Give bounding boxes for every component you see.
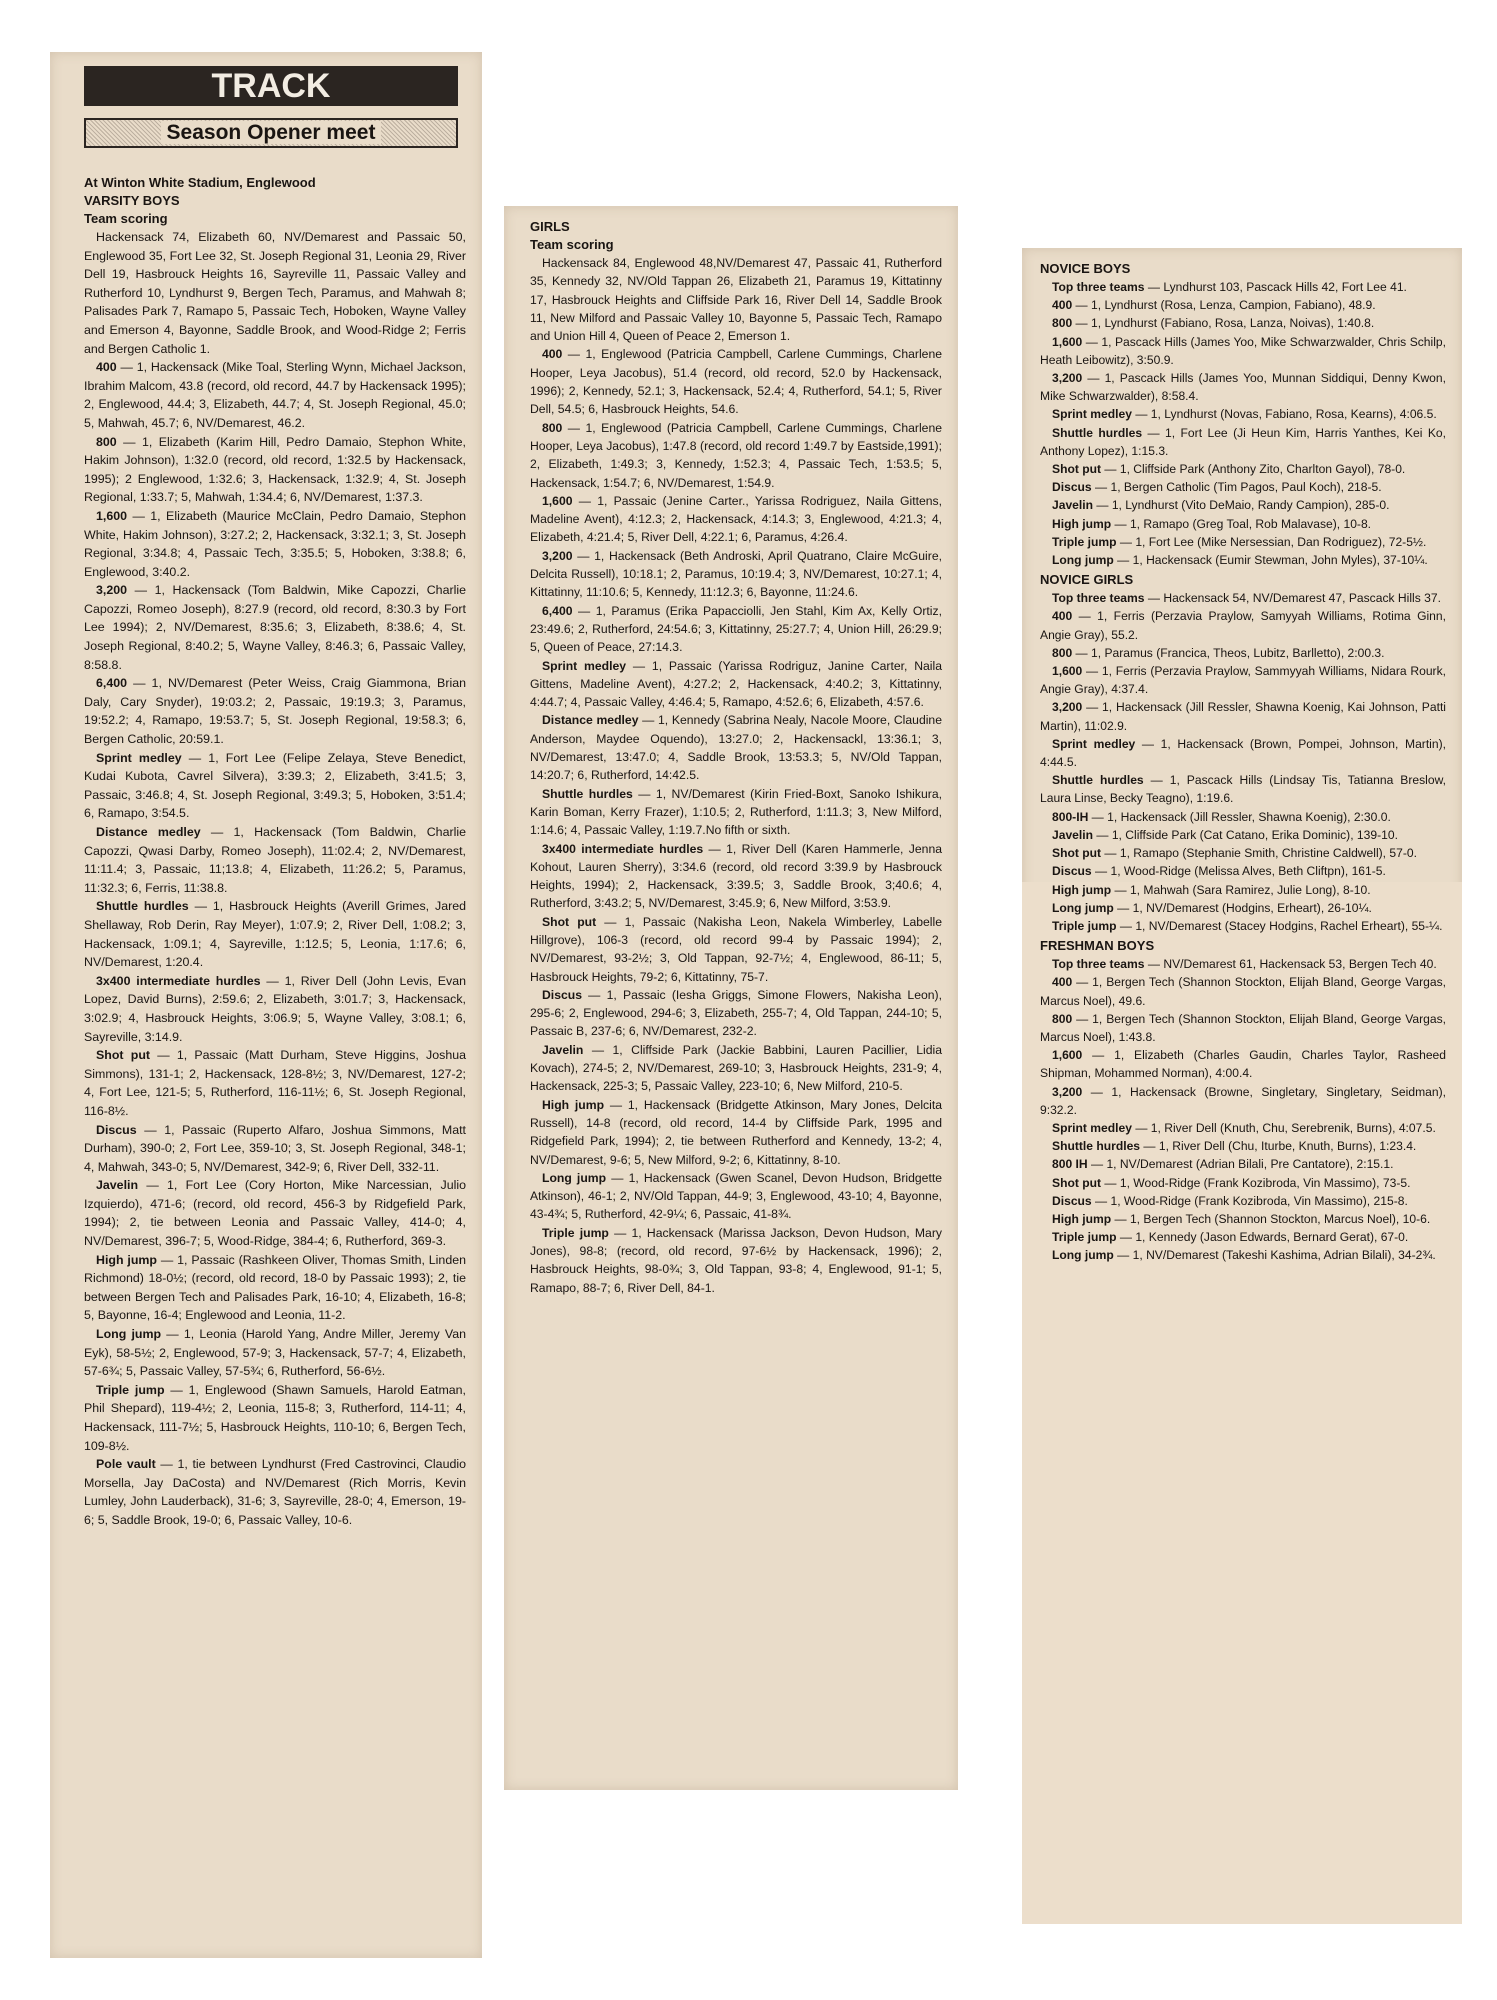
event-text: — 1, Passaic (Matt Durham, Steve Higgins, Joshua Simmons), 131-1; 2, Hackensack, 128-8½; 3, NV/Demarest, 127-2; 4, Fort Lee, 121-5; 5, Rutherford, 116-11½; 6, St. Joseph Regional, 116-8½.: [84, 1048, 466, 1118]
event-name: High jump: [1052, 516, 1112, 531]
event-result: [84, 897, 466, 971]
event-name: 800: [1052, 316, 1073, 331]
event-name: Shuttle hurdles: [542, 786, 633, 801]
event-name: 3,200: [1052, 371, 1083, 386]
event-result: [530, 1041, 942, 1096]
event-name: 400: [1052, 975, 1073, 990]
event-result: [84, 823, 466, 897]
event-name: Top three teams: [1052, 280, 1145, 294]
event-result: [530, 1169, 942, 1224]
event-name: Long jump: [1052, 553, 1114, 568]
event-name: Shot put: [1052, 1175, 1102, 1190]
event-result: [1040, 644, 1446, 662]
event-name: Shuttle hurdles: [1052, 425, 1143, 440]
event-result: [1040, 1010, 1446, 1046]
event-result: [1040, 278, 1446, 296]
event-name: 1,600: [542, 493, 573, 508]
event-result: [84, 674, 466, 748]
event-name: High jump: [1052, 882, 1112, 897]
event-name: Shot put: [542, 914, 597, 929]
event-result: [530, 345, 942, 418]
event-name: Shuttle hurdles: [1052, 773, 1144, 788]
event-result: [1040, 808, 1446, 826]
event-name: Sprint medley: [1052, 407, 1132, 422]
event-result: [1040, 1046, 1446, 1082]
event-name: Top three teams: [1052, 591, 1145, 606]
event-text: — 1, River Dell (Knuth, Chu, Serebrenik, Burns), 4:07.5.: [1131, 1120, 1436, 1135]
event-results-list: [1040, 278, 1446, 569]
event-text: — 1, Hackensack (Jill Ressler, Shawna Koenig, Kai Johnson, Patti Martin), 11:02.9.: [1040, 700, 1446, 733]
section-heading: VARSITY BOYS: [84, 193, 180, 208]
event-result: [1040, 1210, 1446, 1228]
event-name: High jump: [96, 1252, 157, 1267]
event-result: [1040, 662, 1446, 698]
event-result: [530, 1096, 942, 1169]
event-text: — 1, NV/Demarest (Hodgins, Erheart), 26-10¼.: [1113, 900, 1372, 915]
event-text: — 1, Hackensack (Marissa Jackson, Devon Hudson, Mary Jones), 98-8; (record, old record, 97-6½ by Hackensack, 1996); 2, Hasbrouck Heights, 98-0¾; 3, Old Tappan, 93-8; 4, Englewood, 91-1; 5, Ramapo, 88-7; 6, River Dell, 84-1.: [530, 1225, 942, 1295]
event-name: 800: [542, 420, 563, 435]
event-text: — 1, Bergen Tech (Shannon Stockton, Elijah Bland, George Vargas, Marcus Noel), 1:43.8.: [1040, 1011, 1446, 1044]
event-name: 3,200: [96, 583, 128, 598]
event-result: [1040, 460, 1446, 478]
event-name: 1,600: [96, 508, 128, 523]
event-text: — 1, Englewood (Patricia Campbell, Carlene Cummings, Charlene Hooper, Leya Jacobus), 51.4 (record, old record, 52.0 by Hackensack, 1996); 2, Kennedy, 52.1; 3, Hackensack, 52.4; 4, Rutherford, 54.1; 5, River Dell, 54.5; 6, Hasbrouck Heights, 54.6.: [530, 347, 942, 417]
event-result: [1040, 369, 1446, 405]
event-name: 800: [1052, 1011, 1073, 1026]
meet-title: Season Opener meet: [161, 121, 382, 144]
team-scoring-label: Team scoring: [530, 237, 614, 252]
event-text: — 1, Paramus (Erika Papacciolli, Jen Stahl, Kim Ax, Kelly Ortiz, 23:49.6; 2, Rutherford, 24:54.6; 3, Kittatinny, 25:27.7; 4, Union Hill, 26:29.9; 5, Queen of Peace, 27:14.3.: [530, 603, 942, 655]
event-text: — 1, Bergen Tech (Shannon Stockton, Elijah Bland, George Vargas, Marcus Noel), 49.6.: [1040, 975, 1446, 1008]
event-text: — 1, Lyndhurst (Vito DeMaio, Randy Campion), 285-0.: [1093, 498, 1390, 513]
event-name: Long jump: [1052, 1248, 1114, 1263]
event-text: — 1, Elizabeth (Maurice McClain, Pedro Damaio, Stephon White, Hakim Johnson), 3:27.2; 2, Hackensack, 3:32.1; 3, St. Joseph Regional, 3:34.8; 4, Passaic Tech, 3:35.5; 5, Hoboken, 3:38.8; 6, Englewood, 3:40.2.: [84, 508, 466, 579]
event-text: — 1, Hackensack (Mike Toal, Sterling Wynn, Michael Jackson, Ibrahim Malcom, 43.8 (record, old record, 44.7 by Hackensack 1995); 2, Englewood, 44.4; 3, Elizabeth, 44.7; 4, St. Joseph Regional, 45.0; 5, Mahwah, 45.7; 6, NV/Demarest, 46.2.: [84, 360, 466, 430]
meet-location: At Winton White Stadium, Englewood: [84, 175, 316, 190]
event-text: — 1, Passaic (Ruperto Alfaro, Joshua Simmons, Matt Durham), 390-0; 2, Fort Lee, 359-10; 3, St. Joseph Regional, 348-1; 4, Mahwah, 343-0; 5, NV/Demarest, 342-9; 6, River Dell, 332-11.: [84, 1122, 466, 1174]
event-text: — 1, River Dell (Karen Hammerle, Jenna Kohout, Lauren Sherry), 3:34.6 (record, old record 3:39.9 by Hasbrouck Heights, 1994); 2, Hackensack, 3:39.5; 3, Saddle Brook, 3;40.6; 4, Rutherford, 3:43.2; 5, NV/Demarest, 3:45.9; 6, New Milford, 3:53.9.: [530, 841, 942, 911]
event-text: — 1, Wood-Ridge (Frank Kozibroda, Vin Massimo), 73-5.: [1101, 1175, 1411, 1190]
event-text: — 1, NV/Demarest (Takeshi Kashima, Adrian Bilali), 34-2¾.: [1113, 1248, 1436, 1263]
meet-title-banner: [84, 118, 458, 148]
event-result: [1040, 844, 1446, 862]
event-name: High jump: [1052, 1211, 1112, 1226]
event-name: Distance medley: [542, 713, 639, 728]
event-result: [1040, 551, 1446, 569]
event-name: Discus: [96, 1122, 137, 1137]
event-text: — 1, Passaic (Yarissa Rodriguz, Janine Carter, Naila Gittens, Madeline Avent), 4:27.2; 2, Hackensack, 4:40.2; 3, Kittatinny, 4:44.7; 4, Passaic Valley, 4:46.4; 5, Ramapo, 4:52.6; 6, Elizabeth, 4:57.6.: [530, 658, 942, 710]
event-text: — 1, River Dell (John Levis, Evan Lopez, David Burns), 2:59.6; 2, Elizabeth, 3:01.7; 3, Hackensack, 3:02.9; 4, Hasbrouck Heights, 3:06.9; 5, Wayne Valley, 3:08.1; 6, Sayreville, 3:14.9.: [84, 973, 466, 1044]
event-name: Sprint medley: [96, 750, 182, 765]
event-text: — 1, NV/Demarest (Peter Weiss, Craig Giammona, Brian Daly, Cary Snyder), 19:03.2; 2, Passaic, 19:19.3; 3, Paramus, 19:52.2; 4, Ramapo, 19:53.7; 5, St. Joseph Regional, 19:58.3; 6, Bergen Catholic, 20:59.1.: [84, 676, 466, 747]
event-result: [1040, 589, 1446, 607]
event-text: — 1, Fort Lee (Ji Heun Kim, Harris Yanthes, Kei Ko, Anthony Lopez), 1:15.3.: [1040, 425, 1446, 458]
event-name: Triple jump: [542, 1225, 609, 1240]
event-text: — 1, NV/Demarest (Adrian Bilali, Pre Cantatore), 2:15.1.: [1087, 1157, 1394, 1172]
event-results-list: [1040, 589, 1446, 935]
event-name: Triple jump: [1052, 534, 1117, 549]
event-text: — 1, Passaic (Iesha Griggs, Simone Flowers, Nakisha Leon), 295-6; 2, Englewood, 294-6; 3, Elizabeth, 255-7; 4, Old Tappan, 244-10; 5, Passaic B, 237-6; 6, NV/Demarest, 232-2.: [530, 987, 942, 1039]
event-name: Triple jump: [1052, 918, 1117, 933]
event-results-list: [1040, 955, 1446, 1264]
event-name: Long jump: [1052, 900, 1114, 915]
event-result: [84, 1121, 466, 1177]
event-result: [1040, 424, 1446, 460]
event-text: — 1, Englewood (Shawn Samuels, Harold Eatman, Phil Shepard), 119-4½; 2, Leonia, 115-8; 3, Rutherford, 114-11; 4, Hackensack, 111-7½; 5, Hasbrouck Heights, 110-10; 6, Bergen Tech, 109-8½.: [84, 1382, 466, 1453]
event-text: — 1, Ramapo (Greg Toal, Rob Malavase), 10-8.: [1111, 516, 1372, 531]
event-result: [84, 1046, 466, 1120]
event-name: Discus: [542, 987, 582, 1002]
event-result: [1040, 973, 1446, 1009]
event-result: [1040, 826, 1446, 844]
event-text: — 1, Hackensack (Gwen Scanel, Devon Hudson, Bridgette Atkinson), 46-1; 2, NV/Old Tappan, 44-9; 3, Englewood, 43-10; 4, Bayonne, 43-4¾; 5, Rutherford, 42-9¼; 6, Passaic, 41-8¾.: [530, 1170, 943, 1222]
event-result: [1040, 515, 1446, 533]
event-result: [530, 711, 942, 784]
event-result: [84, 749, 466, 823]
clipping-girls: [504, 206, 958, 1790]
event-name: Shot put: [96, 1048, 151, 1063]
event-result: [1040, 771, 1446, 807]
event-name: Shot put: [1052, 462, 1102, 477]
event-text: — 1, Lyndhurst (Novas, Fabiano, Rosa, Kearns), 4:06.5.: [1131, 407, 1437, 422]
event-name: Shuttle hurdles: [1052, 1139, 1141, 1154]
event-name: Triple jump: [96, 1382, 165, 1397]
event-result: [1040, 478, 1446, 496]
event-text: — 1, Elizabeth (Karim Hill, Pedro Damaio, Stephon White, Hakim Johnson), 1:32.0 (record, old record, 1:32.5 by Hackensack, 1995); 2 Englewood, 1:32.6; 3, Hackensack, 1:32.9; 4, St. Joseph Regional, 1:33.7; 5, Mahwah, 1:34.4; 6, NV/Demarest, 1:37.3.: [84, 434, 466, 505]
event-name: Javelin: [542, 1042, 584, 1057]
event-name: Javelin: [1052, 498, 1094, 513]
event-text: — 1, Cliffside Park (Jackie Babbini, Lauren Pacillier, Lidia Kovach), 274-5; 2, NV/Demarest, 269-10; 3, Hasbrouck Heights, 231-9; 4, Hackensack, 225-3; 5, Passaic Valley, 223-10; 6, New Milford, 210-5.: [530, 1042, 942, 1094]
event-result: [1040, 1083, 1446, 1119]
event-name: Sprint medley: [1052, 1120, 1132, 1135]
event-text: — NV/Demarest 61, Hackensack 53, Bergen Tech 40.: [1144, 957, 1437, 972]
event-result: [1040, 496, 1446, 514]
section-heading-freshman-boys: FRESHMAN BOYS: [1040, 938, 1155, 954]
event-result: [1040, 314, 1446, 332]
event-name: Sprint medley: [1052, 736, 1136, 751]
event-result: [1040, 899, 1446, 917]
event-name: 800 IH: [1052, 1157, 1088, 1172]
event-name: 3x400 intermediate hurdles: [542, 841, 704, 856]
event-name: 3,200: [542, 548, 573, 563]
event-name: 3,200: [1052, 1084, 1083, 1099]
event-text: — 1, Englewood (Patricia Campbell, Carlene Cummings, Charlene Hooper, Leya Jacobus), 1:47.8 (record, old record 1:49.7 by Eastside,1991); 2, Elizabeth, 1:49.3; 3, Kennedy, 1:52.3; 4, Passaic Tech, 1:53.5; 5, Hackensack, 1:54.7; 6, NV/Demarest, 1:54.9.: [530, 420, 942, 490]
event-result: [84, 358, 466, 432]
event-result: [530, 492, 942, 547]
event-results-list: [84, 358, 466, 1529]
event-result: [530, 657, 942, 712]
event-result: [1040, 735, 1446, 771]
event-text: — 1, Wood-Ridge (Melissa Alves, Beth Cliftpn), 161-5.: [1091, 864, 1386, 879]
event-text: — 1, Bergen Tech (Shannon Stockton, Marcus Noel), 10-6.: [1111, 1211, 1431, 1226]
event-result: [84, 972, 466, 1046]
event-name: 6,400: [96, 676, 128, 691]
event-result: [530, 602, 942, 657]
event-text: — Hackensack 54, NV/Demarest 47, Pascack Hills 37.: [1144, 591, 1441, 606]
event-text: — 1, Lyndhurst (Fabiano, Rosa, Lanza, Noivas), 1:40.8.: [1072, 316, 1375, 331]
event-text: — 1, Pascack Hills (James Yoo, Mike Schwarzwalder, Chris Schilp, Heath Leibowitz), 3:50.9.: [1040, 334, 1446, 367]
event-name: Sprint medley: [542, 658, 627, 673]
event-result: [530, 986, 942, 1041]
event-result: [530, 913, 942, 986]
event-name: 800: [1052, 645, 1073, 660]
event-result: [84, 1381, 466, 1455]
event-result: [1040, 1119, 1446, 1137]
event-result: [1040, 1155, 1446, 1173]
event-name: Javelin: [1052, 827, 1094, 842]
event-result: [84, 1325, 466, 1381]
event-text: — 1, Fort Lee (Cory Horton, Mike Narcessian, Julio Izquierdo), 471-6; (record, old record, 456-3 by Ridgefield Park, 1994); 2, tie between Leonia and Passaic Valley, 414-0; 4, NV/Demarest, 396-7; 5, Wood-Ridge, 384-4; 6, Rutherford, 369-3.: [84, 1178, 466, 1249]
event-result: [1040, 533, 1446, 551]
event-text: — 1, Ferris (Perzavia Praylow, Sammyyah Williams, Nidara Rourk, Angie Gray), 4:37.4.: [1040, 664, 1446, 697]
event-result: [1040, 955, 1446, 973]
event-text: — 1, Ferris (Perzavia Praylow, Samyyah Williams, Rotima Ginn, Angie Gray), 55.2.: [1040, 609, 1446, 642]
event-name: 400: [96, 360, 117, 375]
event-name: 1,600: [1052, 334, 1083, 349]
event-text: — 1, Pascack Hills (Lindsay Tis, Tatianna Breslow, Laura Linse, Becky Teagno), 1:19.6.: [1040, 773, 1446, 806]
event-result: [1040, 1137, 1446, 1155]
section-heading-novice-girls: NOVICE GIRLS: [1040, 572, 1134, 588]
event-text: — 1, Hasbrouck Heights (Averill Grimes, Jared Shellaway, Rob Derin, Ray Meyer), 1:07.9; 2, River Dell, 1:08.2; 3, Hackensack, 1:09.1; 4, Sayreville, 1:12.5; 5, Leonia, 1:17.6; 6, NV/Demarest, 1:20.4.: [84, 899, 466, 970]
event-text: — 1, Fort Lee (Felipe Zelaya, Steve Benedict, Kudai Kubota, Cavrel Silvera), 3:39.3; 2, Elizabeth, 3:41.5; 3, Passaic, 3:46.8; 4, St. Joseph Regional, 3:49.3; 5, Hoboken, 3:51.4; 6, Ramapo, 3:54.5.: [84, 750, 467, 821]
event-result: [530, 547, 942, 602]
team-scoring-label: Team scoring: [84, 211, 168, 226]
event-name: Discus: [1052, 480, 1092, 495]
event-name: 800: [96, 434, 117, 449]
clipping-varsity-boys: [50, 52, 482, 1958]
event-text: — 1, Hackensack (Tom Baldwin, Charlie Capozzi, Qwasi Darby, Romeo Joseph), 11:02.4; 2, NV/Demarest, 11:11.4; 3, Passaic, 11;13.8; 4, Elizabeth, 11:26.2; 5, Paramus, 11:32.3; 6, Ferris, 11:38.8.: [84, 825, 466, 895]
event-text: — 1, Bergen Catholic (Tim Pagos, Paul Koch), 218-5.: [1091, 480, 1382, 495]
event-name: Top three teams: [1052, 957, 1145, 972]
event-result: [1040, 607, 1446, 643]
event-result: [1040, 405, 1446, 423]
event-text: — 1, Cliffside Park (Cat Catano, Erika Dominic), 139-10.: [1093, 827, 1398, 842]
event-result: [84, 1455, 466, 1529]
clipping-novice-freshman: [1022, 248, 1462, 1924]
event-result: [530, 840, 942, 913]
team-scoring-text: Hackensack 74, Elizabeth 60, NV/Demarest and Passaic 50, Englewood 35, Fort Lee 32, St. Joseph Regional 31, Leonia 29, River Dell 19, Hasbrouck Heights 16, Sayreville 11, Passaic Valley and Rutherford 10, Lyndhurst 9, Bergen Tech, Paramus, and Mahwah 8; Palisades Park 7, Ramapo 5, Passaic Tech, Hoboken, Wayne Valley and Emerson 4, Bayonne, Saddle Brook, and Wood-Ridge 2; Ferris and Bergen Catholic 1.: [84, 230, 466, 356]
event-text: — 1, Leonia (Harold Yang, Andre Miller, Jeremy Van Eyk), 58-5½; 2, Englewood, 57-9; 3, Hackensack, 57-7; 4, Elizabeth, 57-6¾; 5, Passaic Valley, 57-5¾; 6, Rutherford, 56-6½.: [84, 1327, 466, 1379]
event-name: Discus: [1052, 864, 1092, 879]
event-text: — 1, Hackensack (Brown, Pompei, Johnson, Martin), 4:44.5.: [1040, 736, 1446, 770]
event-text: — 1, Hackensack (Bridgette Atkinson, Mary Jones, Delcita Russell), 14-8 (record, old record, 14-4 by Cliffside Park, 1995 and Ridgefield Park, 1994); 2, tie between Rutherford and Kennedy, 13-2; 4, NV/Demarest, 9-6; 5, New Milford, 9-2; 6, Kittatinny, 8-10.: [530, 1097, 942, 1167]
event-result: [1040, 1246, 1446, 1264]
event-name: Discus: [1052, 1193, 1092, 1208]
event-result: [1040, 1174, 1446, 1192]
event-name: 6,400: [542, 603, 573, 618]
event-text: — 1, Mahwah (Sara Ramirez, Julie Long), 8-10.: [1111, 882, 1371, 897]
event-text: — 1, Lyndhurst (Rosa, Lenza, Campion, Fabiano), 48.9.: [1072, 298, 1376, 313]
event-name: 3x400 intermediate hurdles: [96, 973, 261, 988]
event-result: [84, 581, 466, 674]
event-name: Long jump: [96, 1327, 162, 1342]
section-banner: TRACK: [84, 66, 458, 106]
section-heading-novice-boys: NOVICE BOYS: [1040, 261, 1131, 276]
event-text: — 1, Passaic (Nakisha Leon, Nakela Wimberley, Labelle Hillgrove), 106-3 (record, old record 99-4 by Passaic 1994); 2, NV/Demarest, 93-2½; 3, Old Tappan, 92-7½; 4, Englewood, 86-11; 5, Hasbrouck Heights, 79-2; 6, Kittatinny, 75-7.: [530, 914, 943, 984]
event-text: — 1, Kennedy (Sabrina Nealy, Nacole Moore, Claudine Anderson, Maydee Oquendo), 13:27.0; 2, Hackensackl, 13:36.1; 3, NV/Demarest, 13:47.0; 4, Saddle Brook, 13:53.3; 5, NV/Old Tappan, 14:20.7; 6, Rutherford, 14:42.5.: [530, 713, 942, 783]
event-text: — 1, Paramus (Francica, Theos, Lubitz, Barlletto), 2:00.3.: [1072, 645, 1385, 660]
event-result: [84, 507, 466, 581]
event-name: 1,600: [1052, 664, 1083, 679]
event-text: — 1, Passaic (Jenine Carter., Yarissa Rodriguez, Naila Gittens, Madeline Avent), 4:12.3; 2, Hackensack, 4:14.3; 3, Englewood, 4:21.3; 4, Elizabeth, 4:21.4; 5, River Dell, 4:22.1; 6, Paramus, 4:26.4.: [530, 493, 942, 545]
event-result: [1040, 917, 1446, 935]
event-result: [1040, 862, 1446, 880]
event-text: — 1, River Dell (Chu, Iturbe, Knuth, Burns), 1:23.4.: [1140, 1139, 1417, 1154]
event-name: 400: [1052, 609, 1073, 624]
event-text: — 1, Kennedy (Jason Edwards, Bernard Gerat), 67-0.: [1116, 1230, 1409, 1245]
event-result: [84, 1176, 466, 1250]
event-text: — 1, Cliffside Park (Anthony Zito, Charlton Gayol), 78-0.: [1101, 462, 1406, 477]
event-name: Triple jump: [1052, 1230, 1117, 1245]
event-name: 1,600: [1052, 1048, 1083, 1063]
event-result: [1040, 881, 1446, 899]
event-text: — 1, Hackensack (Browne, Singletary, Singletary, Seidman), 9:32.2.: [1040, 1084, 1446, 1117]
event-result: [84, 1251, 466, 1325]
event-text: — 1, Hackensack (Beth Androski, April Quatrano, Claire McGuire, Delcita Russell), 10:18.1; 2, Paramus, 10:19.4; 3, NV/Demarest, 10:27.1; 4, Kittatinny, 11:10.6; 5, Kennedy, 11:12.3; 6, Bayonne, 11:24.6.: [530, 548, 942, 600]
event-result: [1040, 333, 1446, 369]
event-text: — 1, Hackensack (Jill Ressler, Shawna Koenig), 2:30.0.: [1088, 809, 1391, 824]
event-results-list: [530, 345, 942, 1296]
event-text: — 1, Ramapo (Stephanie Smith, Christine Caldwell), 57-0.: [1101, 846, 1417, 861]
event-name: 400: [542, 347, 563, 362]
section-heading: GIRLS: [530, 219, 570, 234]
event-result: [530, 785, 942, 840]
event-text: — 1, Wood-Ridge (Frank Kozibroda, Vin Massimo), 215-8.: [1091, 1193, 1408, 1208]
event-result: [1040, 1228, 1446, 1246]
event-text: — 1, NV/Demarest (Stacey Hodgins, Rachel Erheart), 55-¼.: [1116, 918, 1443, 933]
event-text: — 1, Hackensack (Eumir Stewman, John Myles), 37-10¼.: [1113, 553, 1428, 568]
event-result: [1040, 698, 1446, 734]
event-result: [84, 433, 466, 507]
event-name: High jump: [542, 1097, 605, 1112]
event-text: — 1, tie between Lyndhurst (Fred Castrovinci, Claudio Morsella, Jay DaCosta) and NV/Demarest (Rich Morris, Kevin Lumley, John Lauderback), 31-6; 3, Sayreville, 28-0; 4, Emerson, 19-6; 5, Saddle Brook, 19-0; 6, Passaic Valley, 10-6.: [84, 1457, 466, 1527]
event-name: 400: [1052, 298, 1073, 313]
event-result: [530, 419, 942, 492]
event-text: — 1, Fort Lee (Mike Nersessian, Dan Rodriguez), 72-5½.: [1116, 534, 1427, 549]
event-name: Long jump: [542, 1170, 607, 1185]
event-text: — 1, Hackensack (Tom Baldwin, Mike Capozzi, Charlie Capozzi, Romeo Joseph), 8:27.9 (record, old record, 8:30.3 by Fort Lee 1994); 2, NV/Demarest, 8:35.6; 3, Elizabeth, 8:38.6; 4, St. Joseph Regional, 8:40.2; 5, Wayne Valley, 8:46.3; 6, Passaic Valley, 8:58.8.: [84, 583, 466, 672]
event-text: — 1, Passaic (Rashkeen Oliver, Thomas Smith, Linden Richmond) 18-0½; (record, old record, 18-0 by Passaic 1993); 2, tie between Bergen Tech and Palisades Park, 16-10; 4, Elizabeth, 16-8; 5, Bayonne, 16-4; Englewood and Leonia, 11-2.: [84, 1252, 466, 1323]
team-scoring-text: Hackensack 84, Englewood 48,NV/Demarest 47, Passaic 41, Rutherford 35, Kennedy 32, NV/Old Tappan 26, Elizabeth 21, Paramus 19, Kittatinny 17, Hasbrouck Heights and Cliffside Park 16, River Dell 14, Saddle Brook 11, New Milford and Passaic Valley 10, Bayonne 5, Passaic Tech, Ramapo and Union Hill 4, Queen of Peace 2, Emerson 1.: [530, 256, 942, 344]
event-name: Distance medley: [96, 825, 201, 839]
event-text: — 1, Elizabeth (Charles Gaudin, Charles Taylor, Rasheed Shipman, Mohammed Norman), 4:00.4.: [1040, 1048, 1446, 1081]
event-result: [530, 1224, 942, 1297]
event-name: Javelin: [96, 1178, 139, 1193]
event-result: [1040, 1192, 1446, 1210]
event-text: — 1, Pascack Hills (James Yoo, Munnan Siddiqui, Denny Kwon, Mike Schwarzwalder), 8:58.4.: [1040, 371, 1446, 404]
event-name: 800-IH: [1052, 809, 1089, 824]
event-name: 3,200: [1052, 700, 1083, 715]
event-result: [1040, 296, 1446, 314]
event-name: Pole vault: [96, 1457, 156, 1472]
event-name: Shot put: [1052, 846, 1102, 861]
event-name: Shuttle hurdles: [96, 899, 189, 914]
event-text: — Lyndhurst 103, Pascack Hills 42, Fort Lee 41.: [1144, 280, 1407, 294]
event-text: — 1, NV/Demarest (Kirin Fried-Boxt, Sanoko Ishikura, Karin Boman, Kerry Frazer), 1:10.5; 2, Rutherford, 1:11.3; 3, New Milford, 1:14.6; 4, Passaic Valley, 1:19.7.No fifth or sixth.: [530, 786, 942, 838]
